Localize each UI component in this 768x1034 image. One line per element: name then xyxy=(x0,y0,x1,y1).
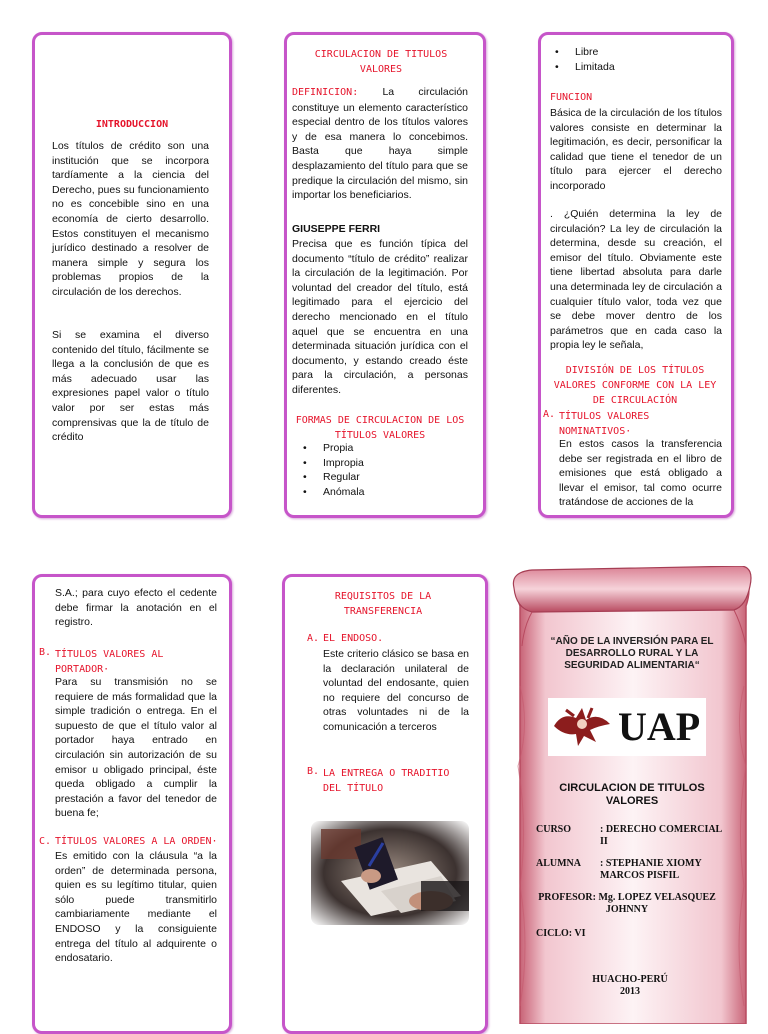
nominativos-label: A. xyxy=(543,409,556,420)
forms-title: FORMAS DE CIRCULACION DE LOS TÍTULOS VALORES xyxy=(295,415,465,441)
orden-label: C. xyxy=(39,836,52,847)
entrega-title: LA ENTREGA O TRADITIO DEL TÍTULO xyxy=(323,768,450,794)
definicion-text xyxy=(292,85,468,203)
orden-title: TÍTULOS VALORES A LA ORDEN· xyxy=(55,836,218,847)
place-line: HUACHO-PERÚ xyxy=(592,974,668,985)
definicion-body: La circulación constituye un elemento característico especial dentro de los títulos valores y de esa manera lo concebimos. Basta que haya simple desplazamiento del título para que se predique la circulación del mismo, sin importar los beneficiarios. xyxy=(292,86,468,202)
panel-introduccion xyxy=(32,32,232,518)
forms-list xyxy=(295,441,465,499)
portador-title: TÍTULOS VALORES AL PORTADOR· xyxy=(55,649,164,675)
signing-photo xyxy=(311,821,469,925)
intro-body-1: Los títulos de crédito son una institución que se incorpora tardíamente a la ciencia del Derecho, pues su funcionamiento no es concebible sino en una economía de cierto desarrollo. Estos constituyen el mecanismo jurídico destinado a resolver de manera simple y segura los problemas propios de la circulación de los derechos. xyxy=(52,140,209,298)
definicion-label: DEFINICION: xyxy=(292,87,359,98)
cover-title: CIRCULACION DE TITULOS VALORES xyxy=(559,782,705,807)
requisitos-title: REQUISITOS DE LA TRANSFERENCIA xyxy=(334,591,432,617)
year-line: 2013 xyxy=(620,986,640,997)
entrega-label: B. xyxy=(307,766,320,777)
form-item: • Anómala xyxy=(295,485,465,500)
ciclo-line: CICLO: VI xyxy=(536,928,586,939)
type-item: • Libre xyxy=(547,45,707,60)
panel-requisitos xyxy=(282,574,488,1034)
division-title: DIVISIÓN DE LOS TÍTULOS VALORES CONFORME CON LA LEY DE CIRCULACIÓN xyxy=(553,365,717,406)
question-text: . ¿Quién determina la ley de circulación? La ley de circulación la determina, desde su creación, el emisor del título. Obviamente este tiene libertad absoluta para darle una determinada ley de circulación a cualquier título valor, toda vez que se debe mover dentro de los parámetros que en cada caso la propia ley le señala, xyxy=(550,208,722,352)
form-item: • Regular xyxy=(295,470,465,485)
form-item: • Propia xyxy=(295,441,465,456)
type-item: • Limitada xyxy=(547,60,707,75)
curso-value: : DERECHO COMERCIAL II xyxy=(600,824,722,847)
endoso-label: A. xyxy=(307,633,320,644)
intro-body-2: Si se examina el diverso contenido del título, fácilmente se llega a la conclusión de que es más adecuado usar las expresiones papel valor o título valor por ser estas más comprensivas que la de título de crédito xyxy=(52,329,209,444)
curso-label: CURSO xyxy=(536,824,572,835)
nominativos-text: En estos casos la transferencia debe ser registrada en el libro de emisiones que está obligado a llevar el emisor, tal como ocurre tratándose de acciones de la xyxy=(559,438,722,509)
uap-logo xyxy=(548,698,706,756)
panel-funcion xyxy=(538,32,734,518)
alumna-label: ALUMNA xyxy=(536,858,581,869)
portador-text: Para su transmisión no se requiere de más formalidad que la simple tradición o entrega. En el supuesto de que el título valor al portador haya entrado en circulación sin autorización de su emisor u obligado principal, éste queda obligado a cumplir la prestación a favor del tenedor de buena fe; xyxy=(55,676,217,820)
cover-year-motto: “AÑO DE LA INVERSIÓN PARA EL DESARROLLO RURAL Y LA SEGURIDAD ALIMENTARIA“ xyxy=(550,636,714,671)
uap-logo-text: UAP xyxy=(618,704,701,749)
alumna-value: : STEPHANIE XIOMY MARCOS PISFIL xyxy=(600,858,702,881)
author-text: Precisa que es función típica del documento “título de crédito” realizar la circulación de la legitimación. Por voluntad del creador del título, está legitimado para el ejercicio del derecho mencionado en el título aquel que se encuentra en una determinada situación jurídica con el documento, y estando creado éste para la circulación, a personas diferentes. xyxy=(292,238,468,396)
portador-label: B. xyxy=(39,647,52,658)
orden-text: Es emitido con la cláusula “a la orden” de determinada persona, quien es su legítimo titular, quien sólo puede transmitirlo cambiariamente mediante el ENDOSO y la consiguiente entrega del título al adquirente o endosatario. xyxy=(55,850,217,965)
endoso-title: EL ENDOSO. xyxy=(323,633,384,644)
eagle-icon xyxy=(552,702,612,752)
continuation-text: S.A.; para cuyo efecto el cedente debe firmar la anotación en el registro. xyxy=(55,587,217,629)
intro-heading: INTRODUCCION xyxy=(95,119,169,130)
funcion-text: Básica de la circulación de los títulos valores consiste en determinar la legitimación, es decir, personificar la calidad que tiene el tenedor de un título para ejercer el derecho incorporado xyxy=(550,107,722,192)
author-name: GIUSEPPE FERRI xyxy=(292,223,381,235)
panel-portador xyxy=(32,574,232,1034)
profesor-line: PROFESOR: Mg. LOPEZ VELASQUEZ JOHNNY xyxy=(538,892,716,915)
circulation-types xyxy=(547,45,707,74)
funcion-title: FUNCION xyxy=(550,92,593,103)
nominativos-title: TÍTULOS VALORES NOMINATIVOS· xyxy=(559,411,650,437)
panel-circulacion xyxy=(284,32,486,518)
circulacion-title: CIRCULACION DE TITULOS VALORES xyxy=(314,49,448,75)
form-item: • Impropia xyxy=(295,456,465,471)
endoso-text: Este criterio clásico se basa en la declaración unilateral de voluntad del endosante, quien no requiere del concurso de otras voluntades ni de la comunicación a terceros xyxy=(323,648,469,733)
cover-scroll xyxy=(510,566,754,1024)
